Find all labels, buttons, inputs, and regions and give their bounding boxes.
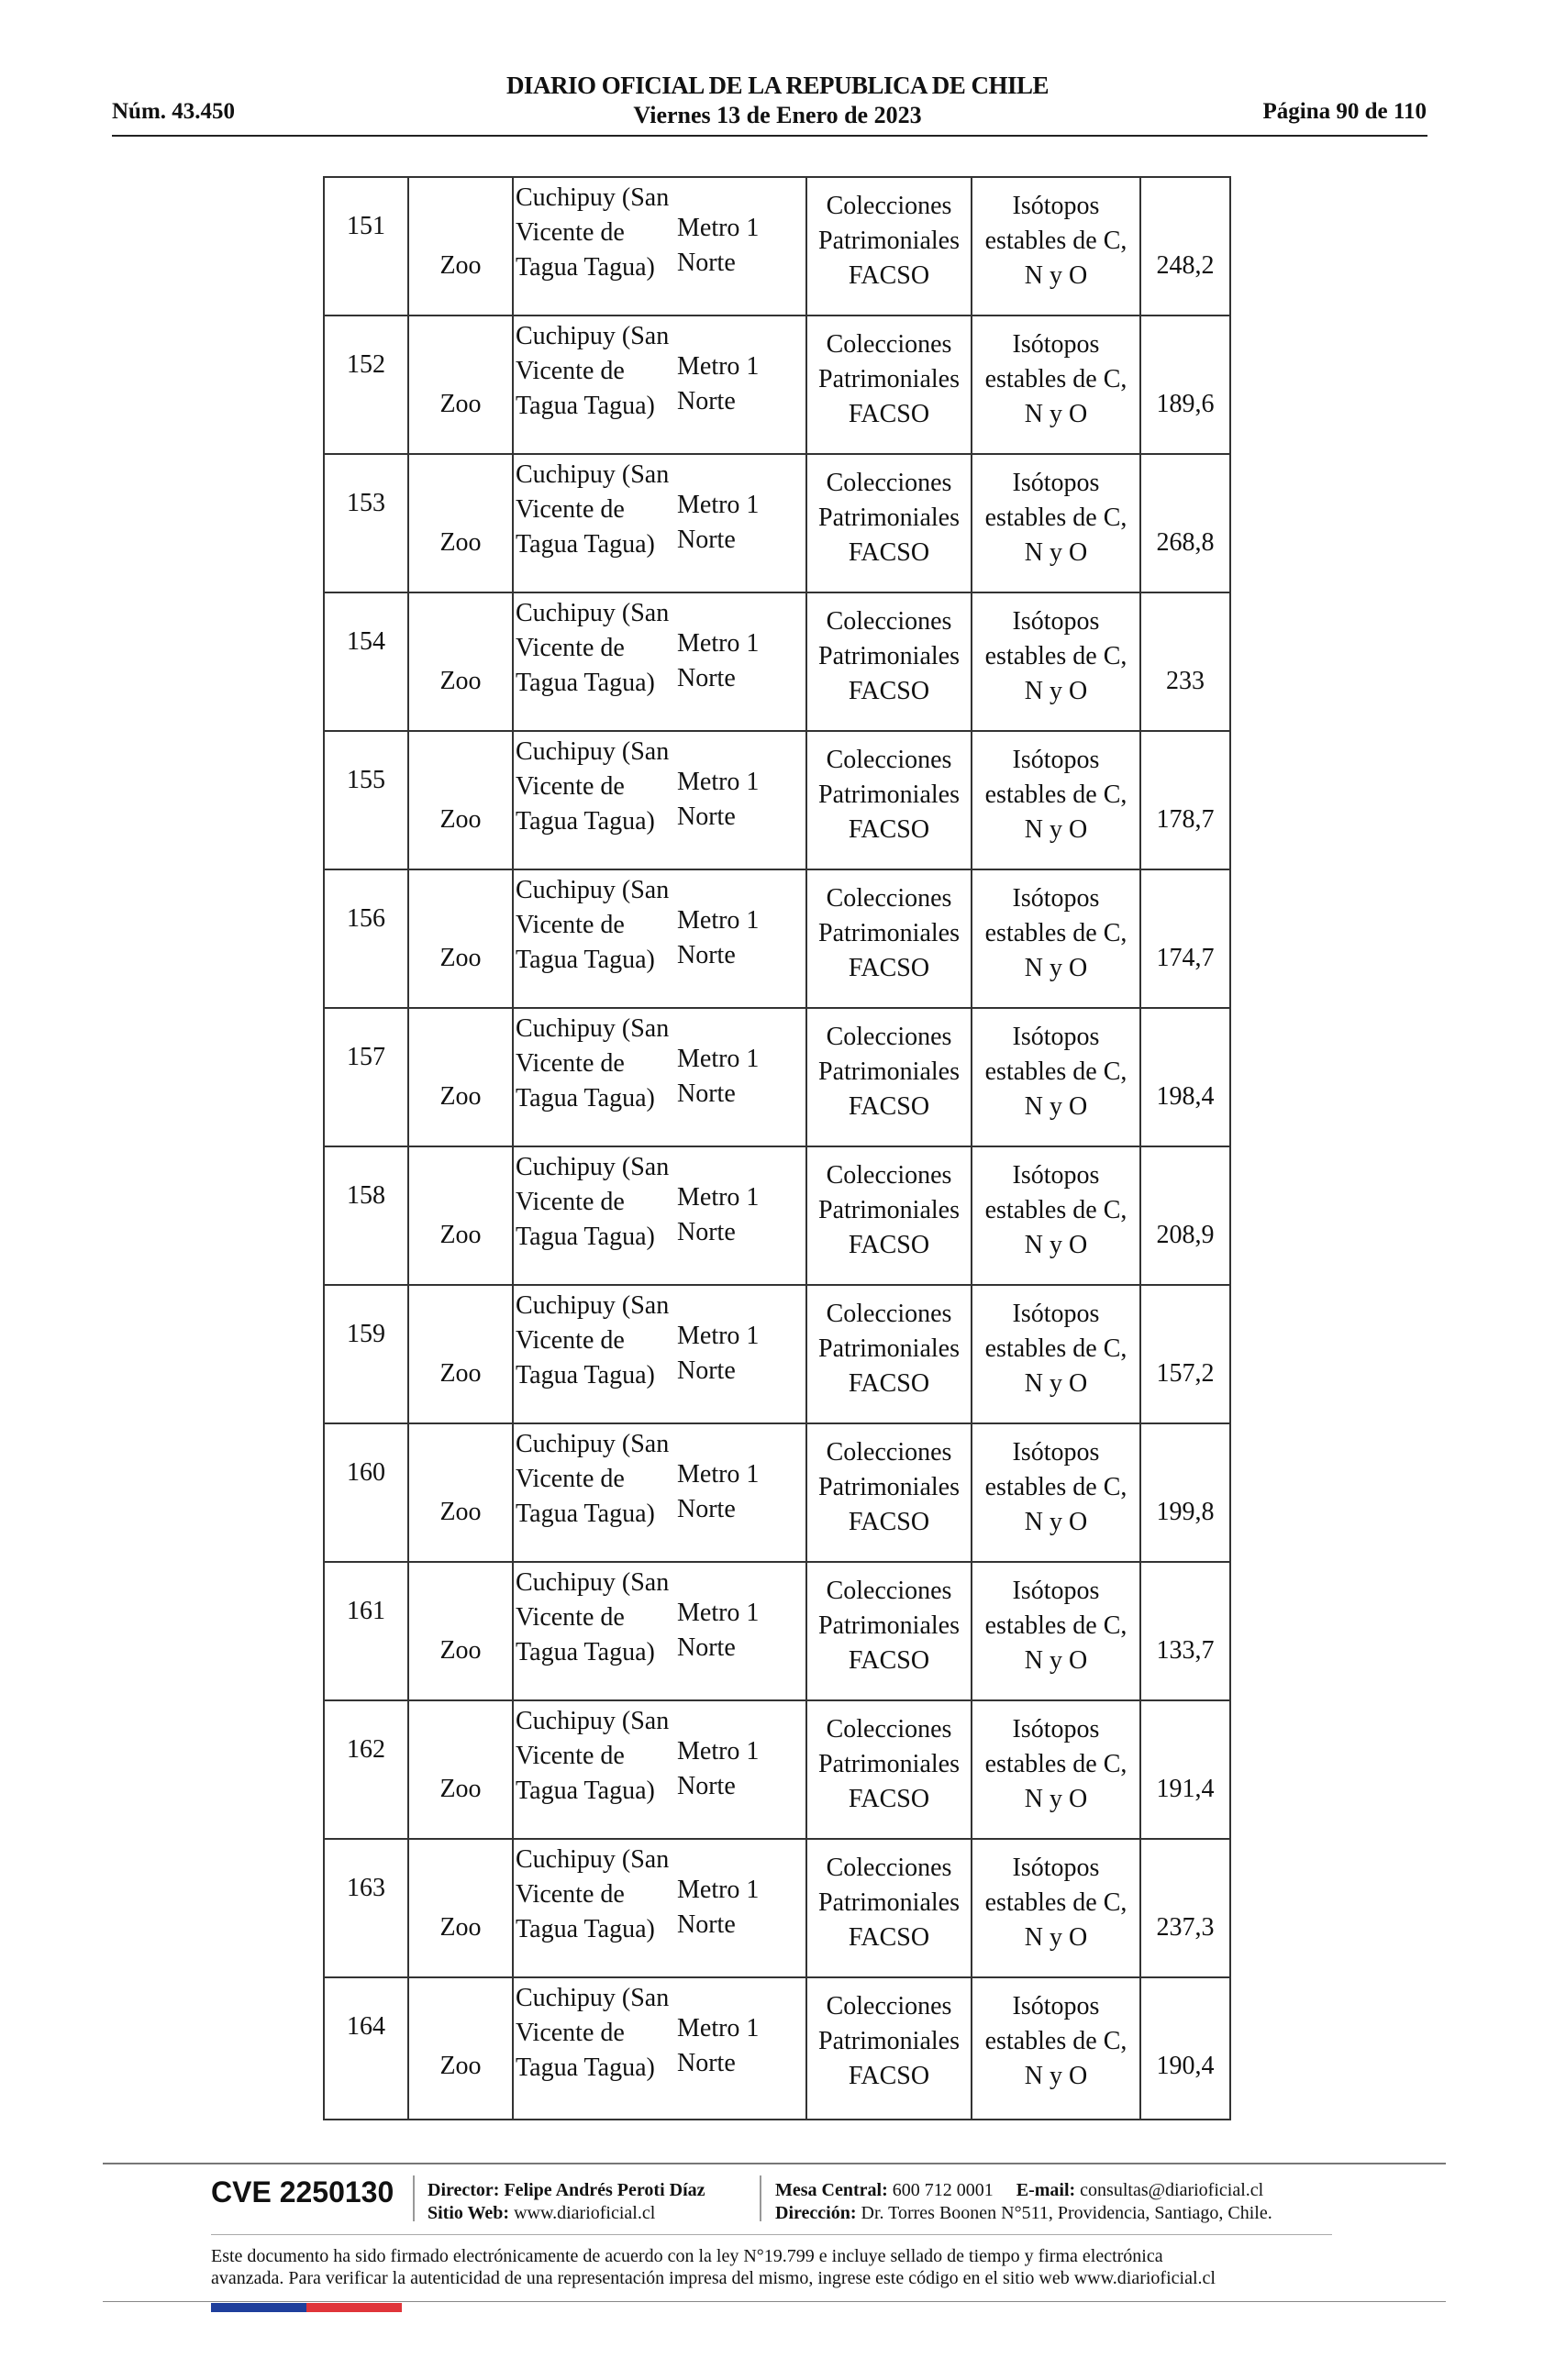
analysis-line: N y O [1024,677,1088,705]
collection [807,189,971,293]
collection-line: Colecciones [826,1577,952,1605]
unit-line: Norte [677,803,736,831]
analysis-line: Isótopos [1012,330,1100,359]
site-location [516,1150,679,1255]
specimen-type: Zoo [439,1082,482,1111]
row-number: 157 [347,1043,385,1071]
analysis-line: Isótopos [1012,746,1100,774]
analysis-line: estables de C, [984,1196,1127,1224]
analysis-line: N y O [1024,1923,1088,1952]
collection [807,1020,971,1124]
location-line: Vicente de [516,1326,625,1355]
row-number: 160 [347,1458,385,1487]
table-row [325,732,1229,870]
location-line: Tagua Tagua) [516,392,655,420]
unit-line: Norte [677,249,736,277]
location-line: Cuchipuy (San [516,1153,670,1181]
publication-title: DIARIO OFICIAL DE LA REPUBLICA DE CHILE [505,72,1050,99]
location-line: Cuchipuy (San [516,876,670,904]
collection-line: Patrimoniales [818,1196,960,1224]
collection-line: Colecciones [826,1715,952,1743]
footer-separator [760,2175,761,2221]
row-number: 159 [347,1320,385,1348]
location-line: Tagua Tagua) [516,1638,655,1666]
collection-line: Patrimoniales [818,780,960,809]
table-row [325,1424,1229,1563]
row-number: 164 [347,2012,385,2041]
unit-line: Metro 1 [677,1460,760,1489]
collection-line: Patrimoniales [818,1057,960,1086]
analysis-type [972,1574,1139,1678]
stratigraphic-unit [677,211,805,281]
location-line: Vicente de [516,911,625,939]
publication-date: Viernes 13 de Enero de 2023 [633,102,922,128]
analysis-line: estables de C, [984,2027,1127,2055]
analysis-line: estables de C, [984,1750,1127,1778]
phone-value: 600 712 0001 [892,2180,994,2200]
analysis-line: estables de C, [984,1334,1127,1363]
analysis-type [972,1989,1139,2094]
collection-line: FACSO [848,1785,930,1813]
analysis-line: Isótopos [1012,1577,1100,1605]
location-line: Vicente de [516,772,625,801]
row-number: 152 [347,350,385,379]
collection-line: Colecciones [826,330,952,359]
collection [807,1435,971,1540]
specimen-type: Zoo [439,1221,482,1249]
location-line: Tagua Tagua) [516,1361,655,1389]
location-line: Vicente de [516,1188,625,1216]
collection-line: FACSO [848,1646,930,1675]
collection-line: FACSO [848,1508,930,1536]
flag-stripe-red [306,2303,402,2312]
analysis-line: Isótopos [1012,1715,1100,1743]
analysis-line: Isótopos [1012,1438,1100,1467]
table-row [325,178,1229,316]
stratigraphic-unit [677,1596,805,1666]
measurement-value: 233 [1166,667,1205,695]
specimen-type: Zoo [439,1913,482,1942]
analysis-line: N y O [1024,1092,1088,1121]
unit-line: Metro 1 [677,214,760,242]
stratigraphic-unit [677,903,805,973]
location-line: Cuchipuy (San [516,1568,670,1597]
location-line: Vicente de [516,634,625,662]
analysis-line: estables de C, [984,1473,1127,1501]
footer-bottom-divider [103,2301,1446,2302]
location-line: Cuchipuy (San [516,737,670,766]
director-block [428,2179,705,2225]
row-number: 155 [347,766,385,794]
collection-line: Colecciones [826,1300,952,1328]
measurement-value: 198,4 [1156,1082,1215,1111]
site-location [516,1981,679,2086]
unit-line: Norte [677,1356,736,1385]
row-number: 158 [347,1181,385,1210]
unit-line: Metro 1 [677,1183,760,1212]
specimen-type: Zoo [439,1498,482,1526]
stratigraphic-unit [677,1180,805,1250]
location-line: Cuchipuy (San [516,1707,670,1735]
site-location [516,735,679,839]
measurement-value: 199,8 [1156,1498,1215,1526]
analysis-type [972,189,1139,293]
unit-line: Norte [677,1910,736,1939]
analysis-line: N y O [1024,400,1088,428]
address-value: Dr. Torres Boonen N°511, Providencia, Santiago, Chile. [861,2203,1272,2223]
unit-line: Norte [677,1079,736,1108]
collection-line: FACSO [848,1923,930,1952]
location-line: Vicente de [516,1880,625,1909]
collection-line: FACSO [848,2062,930,2090]
location-line: Tagua Tagua) [516,669,655,697]
director-label: Director: [428,2180,500,2200]
analysis-type [972,743,1139,847]
table-row [325,1978,1229,2117]
specimen-type: Zoo [439,390,482,418]
analysis-line: N y O [1024,954,1088,982]
collection [807,466,971,570]
unit-line: Norte [677,664,736,692]
collection-line: FACSO [848,261,930,290]
location-line: Vicente de [516,1603,625,1632]
stratigraphic-unit [677,2011,805,2081]
stratigraphic-unit [677,1042,805,1112]
unit-line: Metro 1 [677,1876,760,1904]
unit-line: Metro 1 [677,629,760,658]
collection-line: Colecciones [826,607,952,636]
location-line: Vicente de [516,1049,625,1078]
specimen-type: Zoo [439,251,482,280]
unit-line: Norte [677,2049,736,2077]
site-location [516,181,679,285]
analysis-line: estables de C, [984,1057,1127,1086]
footer-thin-divider [211,2234,1332,2235]
collection-line: Colecciones [826,192,952,220]
unit-line: Metro 1 [677,1599,760,1627]
location-line: Tagua Tagua) [516,1915,655,1943]
stratigraphic-unit [677,1734,805,1804]
analysis-line: N y O [1024,1508,1088,1536]
analysis-type [972,1158,1139,1263]
location-line: Tagua Tagua) [516,1084,655,1113]
analysis-line: estables de C, [984,227,1127,255]
site-location [516,873,679,978]
specimen-table [323,176,1231,2120]
director-name: Felipe Andrés Peroti Díaz [504,2180,705,2200]
unit-line: Norte [677,387,736,415]
location-line: Cuchipuy (San [516,322,670,350]
site-location [516,458,679,562]
measurement-value: 157,2 [1156,1359,1215,1388]
analysis-line: Isótopos [1012,607,1100,636]
analysis-line: N y O [1024,815,1088,844]
analysis-line: N y O [1024,1785,1088,1813]
unit-line: Metro 1 [677,1045,760,1073]
analysis-type [972,1851,1139,1955]
unit-line: Metro 1 [677,491,760,519]
collection-line: Colecciones [826,1438,952,1467]
measurement-value: 237,3 [1156,1913,1215,1942]
email-label: E-mail: [1016,2180,1076,2200]
table-row [325,1147,1229,1286]
analysis-line: Isótopos [1012,1854,1100,1882]
table-row [325,316,1229,455]
location-line: Vicente de [516,1465,625,1493]
header-divider [112,135,1427,137]
collection-line: FACSO [848,1369,930,1398]
collection-line: Colecciones [826,746,952,774]
stratigraphic-unit [677,1873,805,1943]
legal-line: Este documento ha sido firmado electrónicamente de acuerdo con la ley N°19.799 e incluye sellado de tiempo y firma electrónica [211,2246,1163,2266]
unit-line: Metro 1 [677,768,760,796]
collection [807,743,971,847]
unit-line: Metro 1 [677,2014,760,2042]
measurement-value: 189,6 [1156,390,1215,418]
specimen-type: Zoo [439,528,482,557]
unit-line: Norte [677,1495,736,1523]
row-number: 153 [347,489,385,517]
table-row [325,1701,1229,1840]
specimen-type: Zoo [439,1359,482,1388]
analysis-line: Isótopos [1012,469,1100,497]
site-location [516,1566,679,1670]
location-line: Cuchipuy (San [516,1291,670,1320]
row-number: 162 [347,1735,385,1764]
collection [807,604,971,709]
analysis-line: N y O [1024,538,1088,567]
measurement-value: 191,4 [1156,1775,1215,1803]
page-number: Página 90 de 110 [1262,99,1427,124]
collection-line: Patrimoniales [818,1334,960,1363]
site-location [516,1012,679,1116]
collection-line: Patrimoniales [818,365,960,393]
row-number: 161 [347,1597,385,1625]
unit-line: Norte [677,941,736,969]
collection-line: Patrimoniales [818,504,960,532]
collection [807,1297,971,1401]
specimen-type: Zoo [439,1775,482,1803]
analysis-line: Isótopos [1012,1992,1100,2020]
analysis-line: Isótopos [1012,192,1100,220]
analysis-line: estables de C, [984,1611,1127,1640]
analysis-type [972,881,1139,986]
location-line: Vicente de [516,357,625,385]
cve-code: CVE 2250130 [211,2175,394,2208]
collection-line: Colecciones [826,884,952,913]
location-line: Tagua Tagua) [516,1500,655,1528]
stratigraphic-unit [677,1319,805,1389]
legal-line: avanzada. Para verificar la autenticidad de una representación impresa del mismo, ingrese este código en el sitio web www.diarioficial.cl [211,2268,1216,2288]
location-line: Tagua Tagua) [516,2053,655,2082]
location-line: Tagua Tagua) [516,946,655,974]
footer-separator [413,2175,415,2221]
location-line: Vicente de [516,218,625,247]
analysis-type [972,327,1139,432]
unit-line: Norte [677,1772,736,1800]
analysis-line: estables de C, [984,780,1127,809]
site-location [516,319,679,424]
stratigraphic-unit [677,1457,805,1527]
analysis-line: estables de C, [984,1888,1127,1917]
unit-line: Metro 1 [677,1737,760,1766]
stratigraphic-unit [677,349,805,419]
row-number: 163 [347,1874,385,1902]
location-line: Tagua Tagua) [516,530,655,559]
collection-line: FACSO [848,400,930,428]
collection-line: FACSO [848,677,930,705]
collection-line: FACSO [848,538,930,567]
measurement-value: 208,9 [1156,1221,1215,1249]
location-line: Cuchipuy (San [516,460,670,489]
analysis-line: N y O [1024,1231,1088,1259]
analysis-line: estables de C, [984,365,1127,393]
table-row [325,1009,1229,1147]
collection-line: Patrimoniales [818,1611,960,1640]
analysis-type [972,1297,1139,1401]
collection-line: Colecciones [826,1854,952,1882]
issue-number: Núm. 43.450 [112,99,236,124]
analysis-type [972,1712,1139,1817]
stratigraphic-unit [677,626,805,696]
analysis-type [972,466,1139,570]
location-line: Cuchipuy (San [516,599,670,627]
location-line: Cuchipuy (San [516,1430,670,1458]
collection-line: FACSO [848,1092,930,1121]
analysis-line: N y O [1024,1369,1088,1398]
analysis-line: N y O [1024,2062,1088,2090]
collection-line: Colecciones [826,1992,952,2020]
phone-label: Mesa Central: [775,2180,888,2200]
specimen-type: Zoo [439,1636,482,1665]
analysis-line: N y O [1024,1646,1088,1675]
specimen-type: Zoo [439,2052,482,2080]
collection-line: FACSO [848,954,930,982]
analysis-line: Isótopos [1012,1023,1100,1051]
unit-line: Norte [677,526,736,554]
collection [807,327,971,432]
row-number: 151 [347,212,385,240]
email-link[interactable]: consultas@diarioficial.cl [1080,2180,1264,2200]
row-number: 156 [347,904,385,933]
collection-line: Patrimoniales [818,227,960,255]
collection [807,1574,971,1678]
site-location [516,1843,679,1947]
location-line: Tagua Tagua) [516,807,655,836]
table-row [325,1563,1229,1701]
collection-line: Colecciones [826,1161,952,1190]
analysis-line: Isótopos [1012,1161,1100,1190]
collection-line: Patrimoniales [818,919,960,947]
analysis-type [972,1020,1139,1124]
site-location [516,1289,679,1393]
collection-line: FACSO [848,815,930,844]
unit-line: Metro 1 [677,906,760,935]
collection [807,1158,971,1263]
location-line: Cuchipuy (San [516,1984,670,2012]
table-row [325,1840,1229,1978]
address-label: Dirección: [775,2203,857,2223]
collection-line: Patrimoniales [818,1750,960,1778]
site-location [516,1704,679,1809]
table-row [325,1286,1229,1424]
row-number: 154 [347,627,385,656]
collection-line: FACSO [848,1231,930,1259]
collection-line: Patrimoniales [818,642,960,670]
collection-line: Patrimoniales [818,2027,960,2055]
location-line: Vicente de [516,495,625,524]
analysis-type [972,604,1139,709]
measurement-value: 133,7 [1156,1636,1215,1665]
stratigraphic-unit [677,488,805,558]
collection [807,1712,971,1817]
measurement-value: 178,7 [1156,805,1215,834]
collection-line: Patrimoniales [818,1888,960,1917]
contact-block [775,2179,1272,2225]
location-line: Tagua Tagua) [516,1223,655,1251]
collection [807,881,971,986]
collection-line: Patrimoniales [818,1473,960,1501]
legal-notice [211,2245,1358,2289]
location-line: Vicente de [516,2019,625,2047]
analysis-line: estables de C, [984,504,1127,532]
table-row [325,455,1229,593]
measurement-value: 190,4 [1156,2052,1215,2080]
analysis-line: Isótopos [1012,1300,1100,1328]
table-row [325,593,1229,732]
specimen-type: Zoo [439,944,482,972]
site-location [516,596,679,701]
site-link[interactable]: www.diarioficial.cl [514,2203,656,2223]
collection [807,1989,971,2094]
site-location [516,1427,679,1532]
flag-stripe-blue [211,2303,306,2312]
location-line: Cuchipuy (San [516,183,670,212]
analysis-line: estables de C, [984,919,1127,947]
location-line: Tagua Tagua) [516,1777,655,1805]
location-line: Cuchipuy (San [516,1845,670,1874]
measurement-value: 248,2 [1156,251,1215,280]
collection-line: Colecciones [826,469,952,497]
analysis-type [972,1435,1139,1540]
stratigraphic-unit [677,765,805,835]
measurement-value: 268,8 [1156,528,1215,557]
analysis-line: estables de C, [984,642,1127,670]
measurement-value: 174,7 [1156,944,1215,972]
analysis-line: Isótopos [1012,884,1100,913]
unit-line: Metro 1 [677,1322,760,1350]
collection [807,1851,971,1955]
collection-line: Colecciones [826,1023,952,1051]
specimen-type: Zoo [439,667,482,695]
location-line: Cuchipuy (San [516,1014,670,1043]
specimen-type: Zoo [439,805,482,834]
unit-line: Norte [677,1218,736,1246]
table-row [325,870,1229,1009]
analysis-line: N y O [1024,261,1088,290]
location-line: Tagua Tagua) [516,253,655,282]
unit-line: Norte [677,1633,736,1662]
location-line: Vicente de [516,1742,625,1770]
footer-divider [103,2163,1446,2164]
site-label: Sitio Web: [428,2203,510,2223]
unit-line: Metro 1 [677,352,760,381]
